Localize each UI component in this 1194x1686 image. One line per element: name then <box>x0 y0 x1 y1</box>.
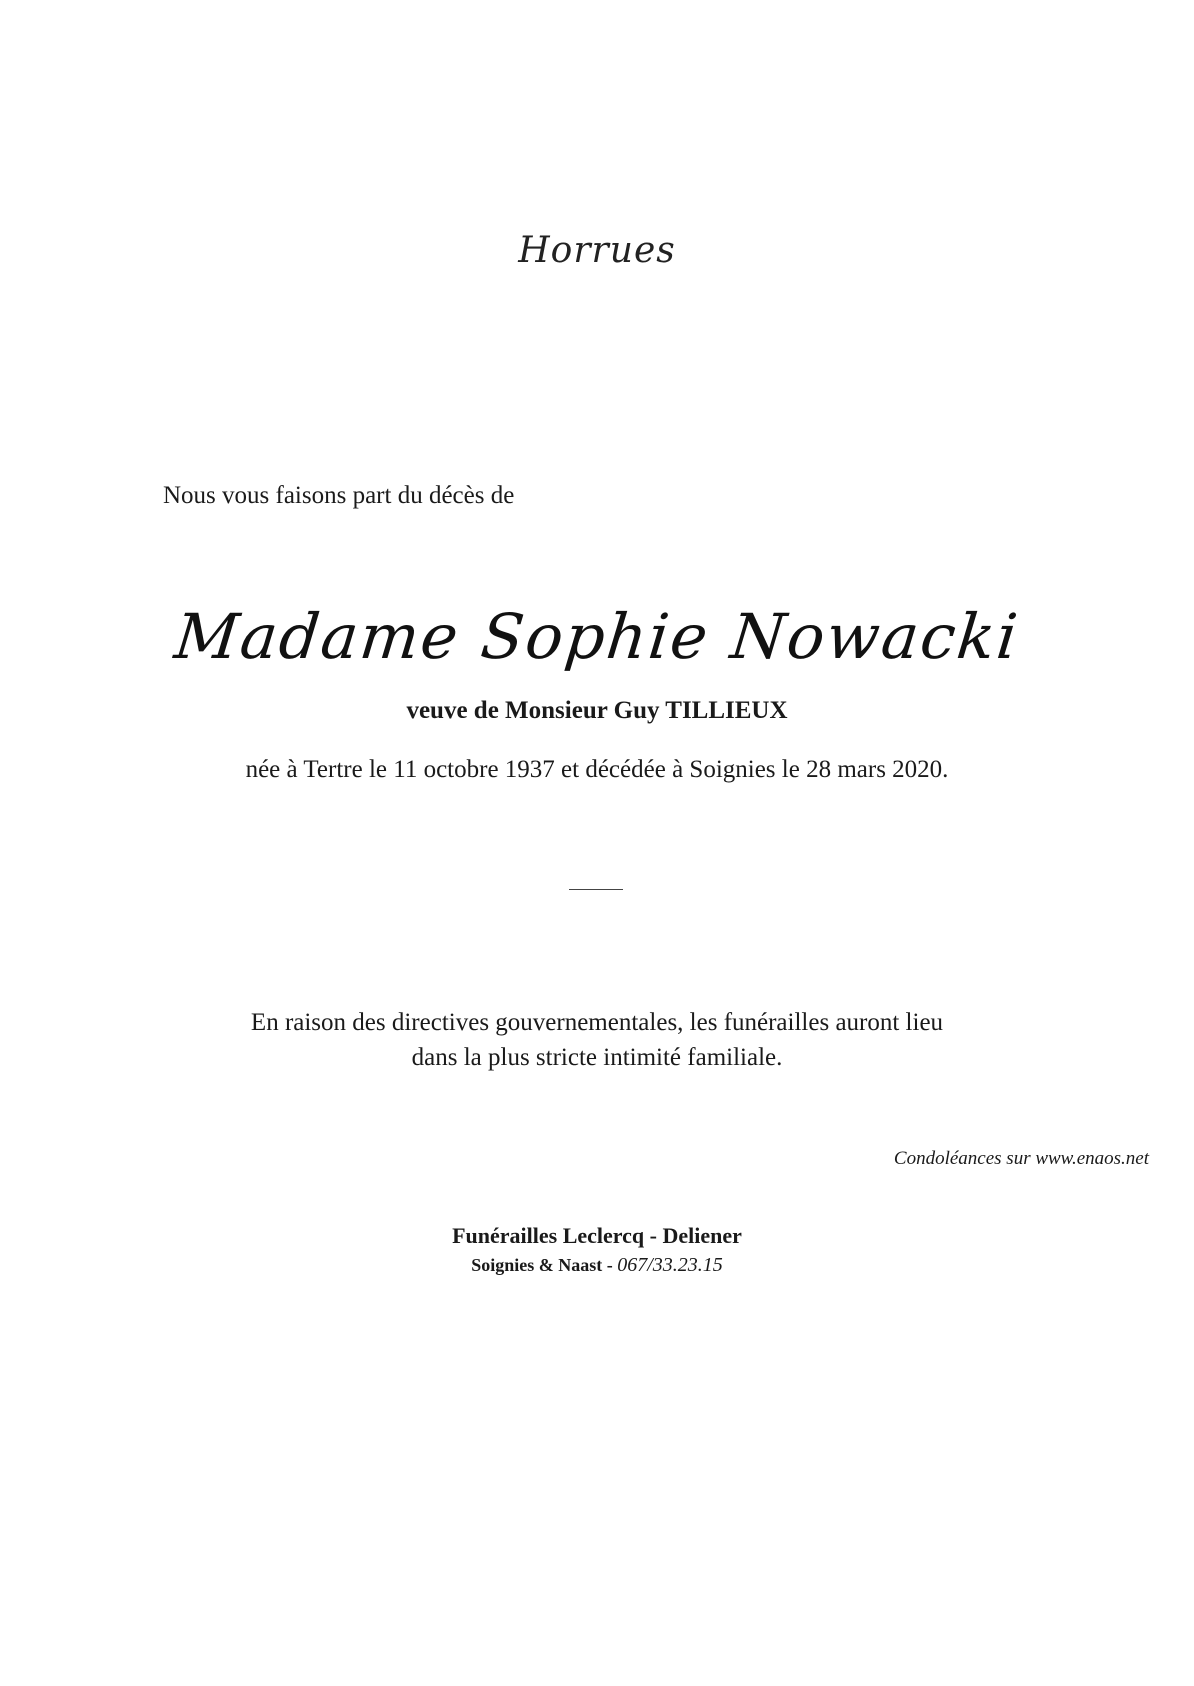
deceased-name: Madame Sophie Nowacki <box>171 600 1023 673</box>
announcement-intro: Nous vous faisons part du décès de <box>163 482 515 509</box>
spouse-line: veuve de Monsieur Guy TILLIEUX <box>406 697 788 724</box>
separator-rule <box>569 889 623 890</box>
funeral-home-places: Soignies & Naast - <box>471 1255 613 1275</box>
funeral-notice <box>0 1005 1194 1075</box>
birth-death-line: née à Tertre le 11 octobre 1937 et décédée à Soignies le 28 mars 2020. <box>245 756 949 783</box>
locality-heading: Horrues <box>518 230 676 271</box>
funeral-home-name: Funérailles Leclercq - Deliener <box>452 1223 742 1248</box>
funeral-notice-line-1: En raison des directives gouvernementales, les funérailles auront lieu <box>250 1009 944 1036</box>
funeral-home-contact <box>0 1254 1194 1277</box>
funeral-home-phone: 067/33.23.15 <box>617 1254 723 1276</box>
funeral-notice-line-2: dans la plus stricte intimité familiale. <box>411 1044 783 1071</box>
condolences-link: Condoléances sur www.enaos.net <box>893 1148 1149 1169</box>
